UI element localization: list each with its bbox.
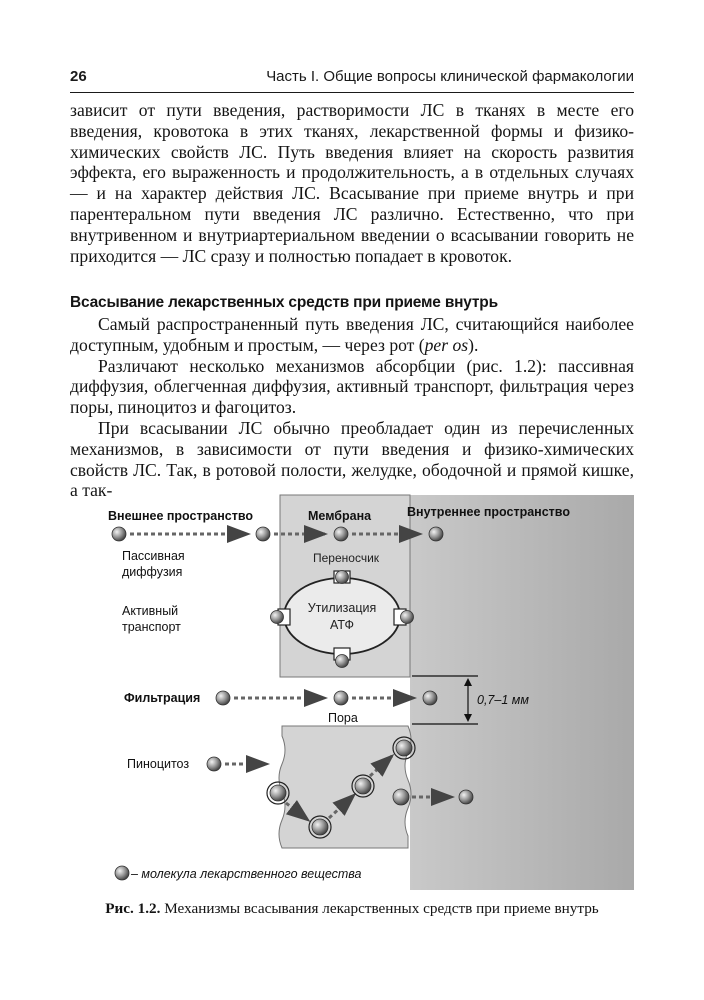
label-membrane: Мембрана — [308, 509, 372, 523]
running-head — [70, 68, 634, 90]
molecule-icon — [401, 611, 414, 624]
label-active-2: транспорт — [122, 620, 181, 634]
molecule-icon — [355, 778, 371, 794]
body-text-top — [70, 100, 634, 266]
molecule-icon — [271, 611, 284, 624]
label-passive-1: Пассивная — [122, 549, 185, 563]
label-pinocytosis: Пиноцитоз — [127, 757, 190, 771]
molecule-icon — [396, 740, 412, 756]
label-pore-size: 0,7–1 мм — [477, 693, 529, 707]
paragraph-3: Различают несколько механизмов абсорбции (рис. 1.2): пассивная диффузия, облегченная диффузия, активный транспорт, фильтрация через поры, пиноцитоз и фагоцитоз. — [70, 355, 634, 418]
molecule-icon — [336, 571, 349, 584]
molecule-icon — [429, 527, 443, 541]
paragraph-2: Самый распространенный путь введения ЛС, считающийся наиболее доступным, удобным и простым, — через рот (per os). — [70, 314, 634, 355]
label-carrier: Переносчик — [313, 551, 380, 565]
label-atp-1: Утилизация — [307, 601, 377, 615]
legend-molecule-icon — [115, 866, 129, 880]
figure-diagram — [70, 490, 634, 890]
label-external-space: Внешнее пространство — [108, 509, 253, 523]
running-title: Часть I. Общие вопросы клинической фармакологии — [266, 68, 634, 85]
molecule-icon — [256, 527, 270, 541]
molecule-icon — [312, 819, 328, 835]
molecule-icon — [216, 691, 230, 705]
membrane-lower-region — [279, 726, 411, 848]
header-rule — [70, 92, 634, 93]
body-text-bottom — [70, 314, 634, 501]
label-internal-space: Внутреннее пространство — [407, 505, 570, 519]
label-passive-2: диффузия — [122, 565, 183, 579]
carrier-loop — [284, 578, 400, 654]
figure-absorption-mechanisms — [70, 490, 634, 890]
label-pore: Пора — [328, 711, 358, 725]
molecule-icon — [459, 790, 473, 804]
molecule-icon — [423, 691, 437, 705]
molecule-icon — [207, 757, 221, 771]
molecule-icon — [334, 691, 348, 705]
caption-text: Механизмы всасывания лекарственных средств при приеме внутрь — [164, 900, 599, 917]
label-filtration: Фильтрация — [124, 691, 201, 705]
per-os-italic: per os — [424, 334, 469, 355]
label-atp-2: АТФ — [329, 618, 355, 632]
molecule-icon — [393, 789, 409, 805]
molecule-icon — [336, 655, 349, 668]
molecule-icon — [112, 527, 126, 541]
label-active-1: Активный — [122, 604, 179, 618]
molecule-icon — [334, 527, 348, 541]
paragraph-4: При всасывании ЛС обычно преобладает один из перечисленных механизмов, в зависимости от пути введения и физико-химических свойств ЛС. Так, в ротовой полости, желудке, ободочной и прямой кишке, а так- — [70, 417, 634, 501]
caption-label: Рис. 1.2. — [105, 900, 161, 917]
section-heading: Всасывание лекарственных средств при приеме внутрь — [70, 294, 498, 311]
molecule-icon — [270, 785, 286, 801]
page-number: 26 — [70, 68, 87, 85]
paragraph-1: зависит от пути введения, растворимости ЛС в тканях в месте его введения, кровотока в этих тканях, лекарственной формы и физико-химических свойств ЛС. Путь введения влияет на скорость развития эффекта, его выраженность и продолжительность, а в отдельных случаях — и на характер действия ЛС. Всасывание при приеме внутрь и при парентеральном пути введения ЛС различно. Естественно, что при внутривенном и внутриартериальном введении о всасывании говорить не приходится — ЛС сразу и полностью попадает в кровоток. — [70, 100, 634, 266]
figure-caption — [70, 900, 634, 918]
legend-text: – молекула лекарственного вещества — [131, 867, 362, 881]
